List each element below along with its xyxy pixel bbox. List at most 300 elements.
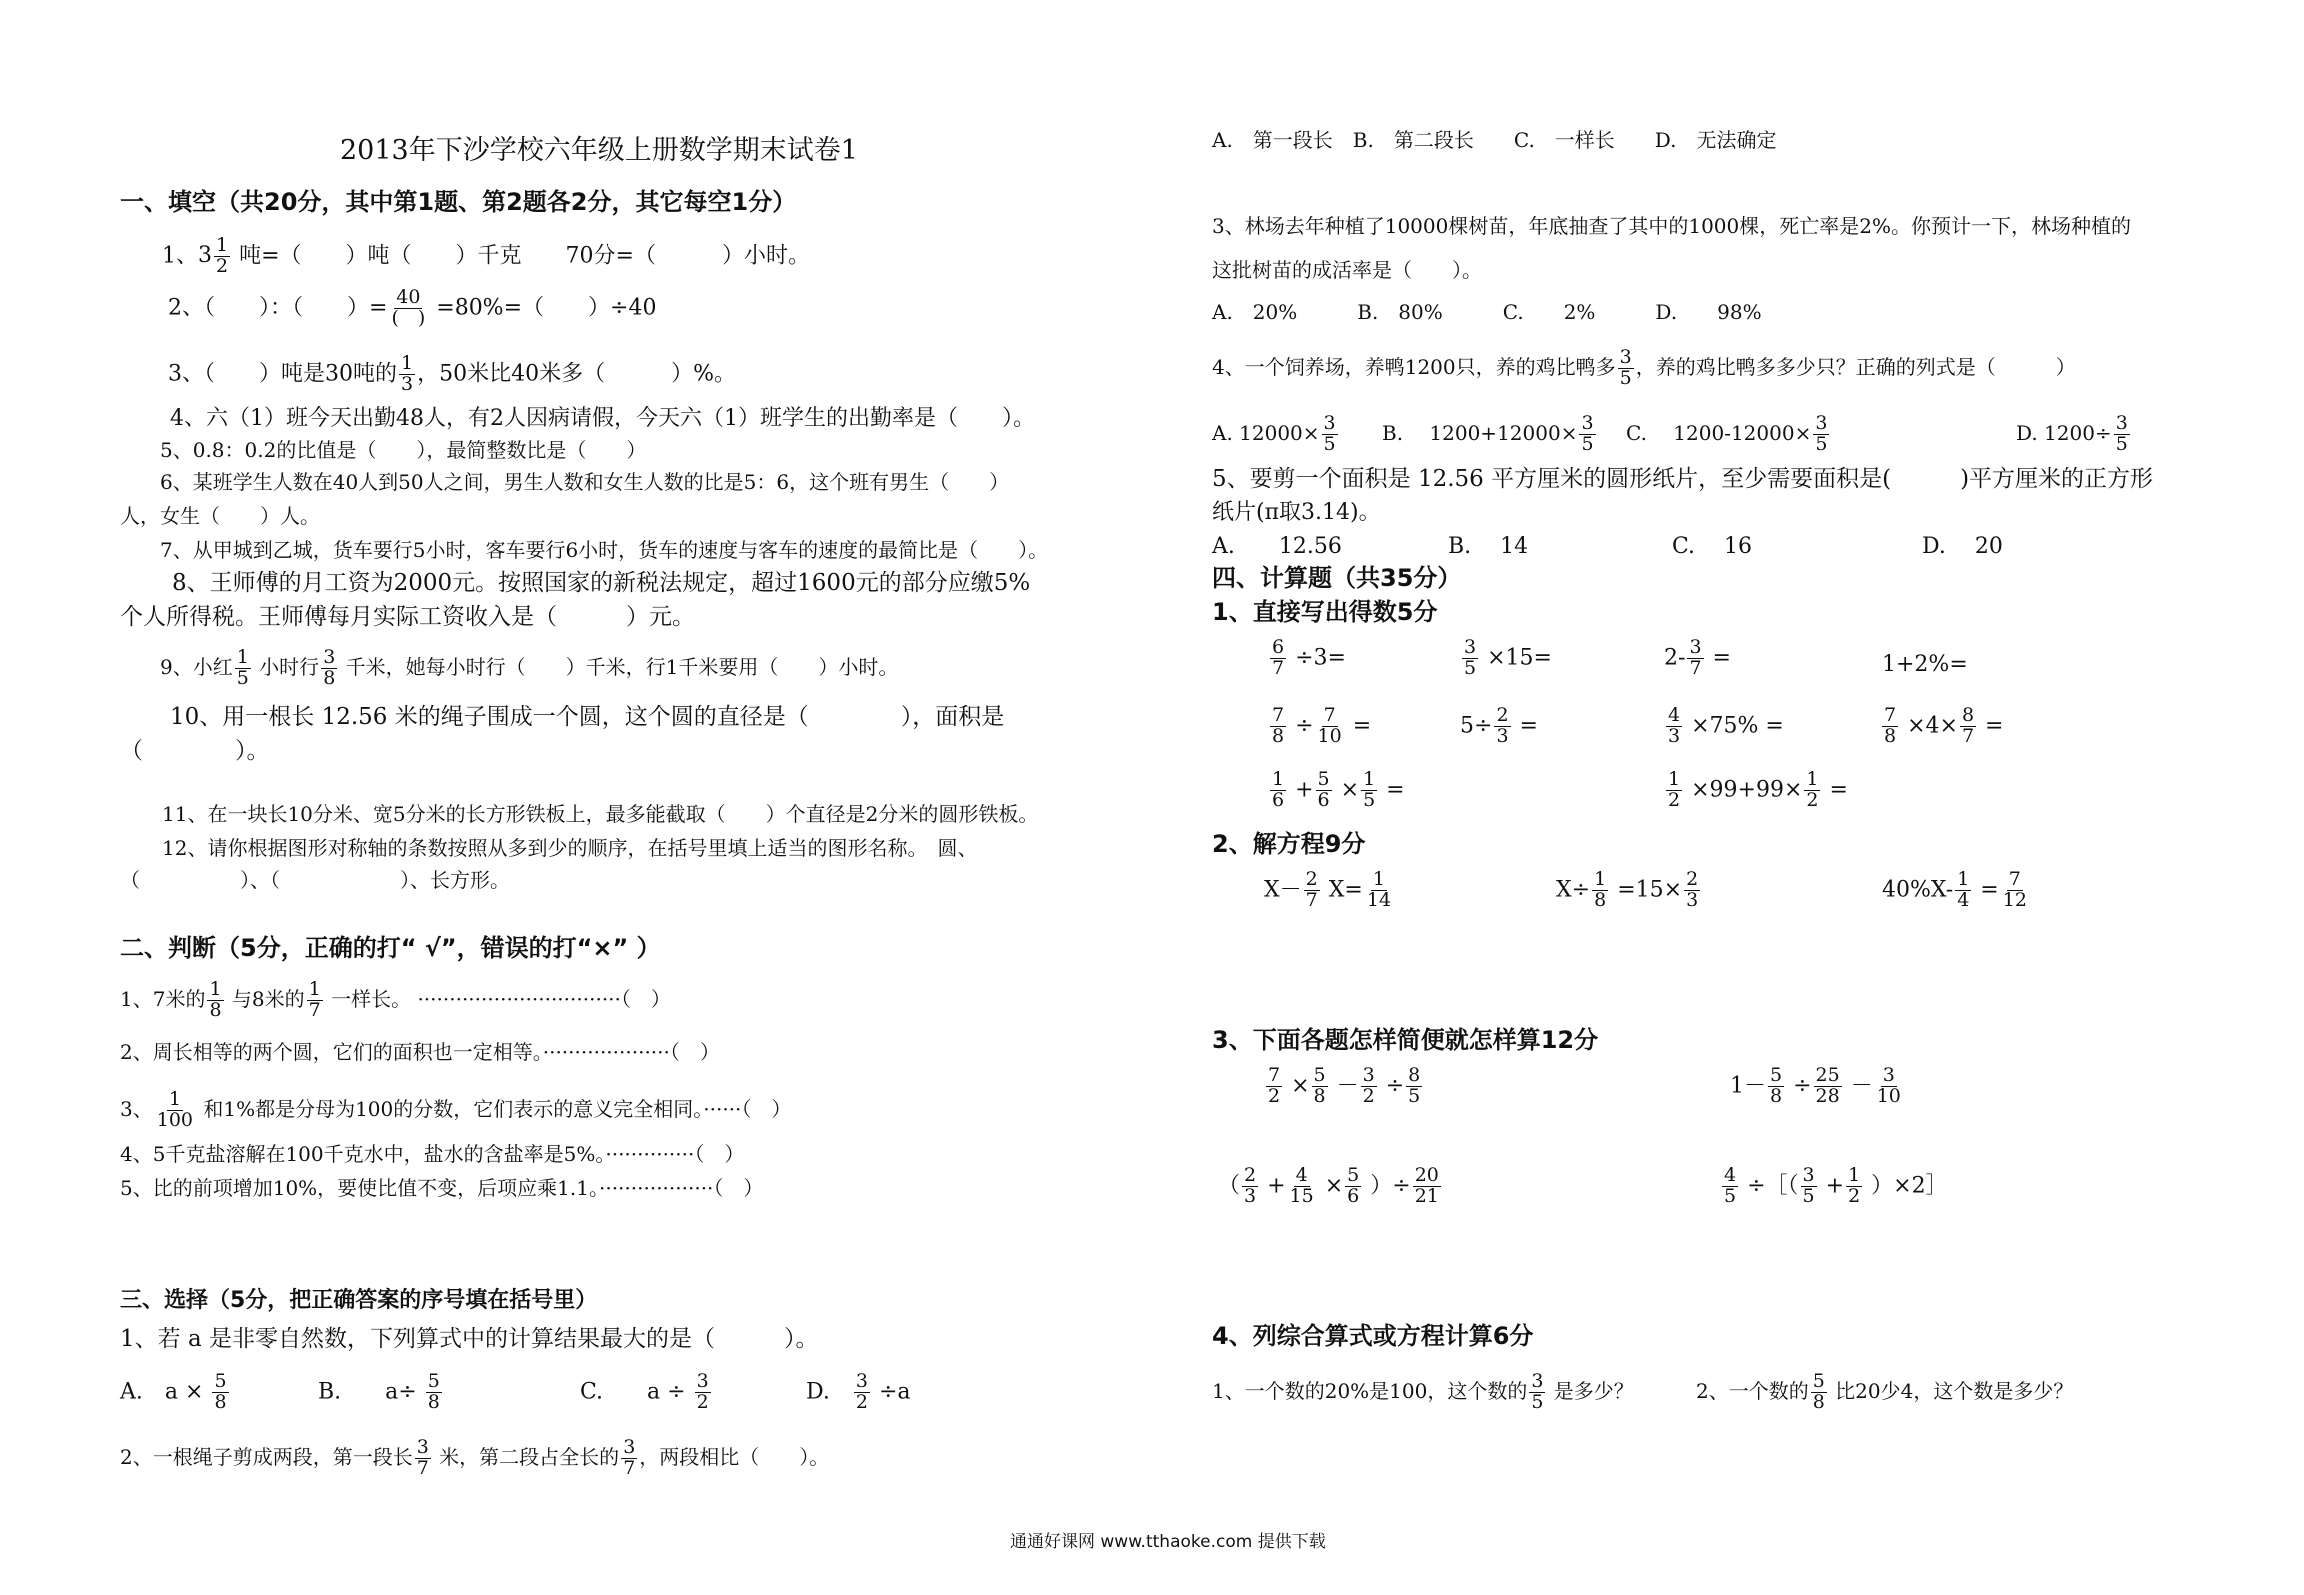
c4-b-fraction — [1579, 414, 1595, 455]
q9-fraction-1 — [235, 648, 251, 689]
e3-prefix: 2- — [1664, 645, 1686, 671]
k2-operator-2: － — [1843, 1073, 1873, 1099]
eq2-denominator-2: 3 — [1686, 888, 1699, 911]
k1-denominator-4: 5 — [1408, 1084, 1421, 1107]
j3-prefix: 3、 — [120, 1096, 153, 1121]
e10-fraction-2 — [1804, 770, 1820, 811]
e10-fraction-1 — [1666, 770, 1682, 811]
c4-denominator: 5 — [1619, 366, 1632, 389]
fill-question-8-line-2: 个人所得税。王师傅每月实际工资收入是（ ）元。 — [120, 604, 695, 630]
k4-numerator-2: 3 — [1802, 1164, 1815, 1186]
k4-fraction-2 — [1801, 1166, 1817, 1207]
k1-denominator-1: 2 — [1268, 1084, 1281, 1107]
page-footer: 通通好课网 www.tthaoke.com 提供下载 — [1010, 1532, 1326, 1552]
choice-5-option-a: A. 12.56 — [1212, 534, 1342, 559]
k1-operator-3: ÷ — [1378, 1073, 1405, 1099]
c1-d-denominator: 2 — [855, 1390, 868, 1413]
direct-calc-9 — [1268, 770, 1405, 811]
calc-2-heading: 2、解方程9分 — [1212, 830, 1366, 858]
eq3-denominator-2: 12 — [2002, 888, 2027, 911]
c4-b-denominator: 5 — [1581, 432, 1594, 455]
eq3-numerator-2: 7 — [2008, 868, 2021, 890]
w1-denominator: 5 — [1531, 1390, 1544, 1413]
fill-question-5: 5、0.8：0.2的比值是（ ），最简整数比是（ ） — [160, 438, 647, 462]
eq3-fraction-2 — [2001, 870, 2029, 911]
choice-question-2 — [120, 1438, 829, 1479]
e8-suffix: = — [1978, 713, 2004, 739]
w2-denominator: 8 — [1812, 1390, 1825, 1413]
k4-denominator-3: 2 — [1848, 1184, 1861, 1207]
k3-numerator-2: 4 — [1295, 1164, 1308, 1186]
e10-denominator-2: 2 — [1806, 788, 1819, 811]
c1-a-denominator: 8 — [214, 1390, 227, 1413]
e5-denominator-2: 10 — [1317, 724, 1342, 747]
e7-numerator: 4 — [1668, 704, 1681, 726]
q9-denominator-1: 5 — [236, 666, 249, 689]
k1-fraction-2 — [1312, 1066, 1328, 1107]
k4-numerator-1: 4 — [1724, 1164, 1737, 1186]
e10-middle: ×99+99× — [1684, 777, 1803, 803]
e9-denominator-2: 6 — [1317, 788, 1330, 811]
eq1-denominator-2: 14 — [1366, 888, 1392, 911]
e9-denominator-3: 5 — [1363, 788, 1376, 811]
choice-question-1: 1、若 a 是非零自然数，下列算式中的计算结果最大的是（ ）。 — [120, 1326, 819, 1352]
c4-a-numerator: 3 — [1323, 412, 1336, 434]
k1-operator-2: － — [1329, 1073, 1359, 1099]
eq2-fraction-2 — [1684, 870, 1700, 911]
w2-prefix: 2、一个数的 — [1696, 1378, 1809, 1403]
q2-prefix: 2、（ ）：（ ）= — [168, 295, 388, 321]
k2-operator-1: ÷ — [1786, 1073, 1812, 1099]
k2-numerator-3: 3 — [1882, 1064, 1895, 1086]
direct-calc-2 — [1460, 638, 1552, 679]
choice-2-options: A. 第一段长 B. 第二段长 C. 一样长 D. 无法确定 — [1212, 128, 1777, 152]
e7-suffix: ×75% = — [1684, 713, 1784, 739]
e9-numerator-3: 1 — [1363, 768, 1376, 790]
k1-numerator-4: 8 — [1408, 1064, 1421, 1086]
e1-suffix: ÷3= — [1288, 645, 1346, 671]
c2-numerator-2: 3 — [623, 1436, 636, 1458]
e1-numerator: 6 — [1272, 636, 1285, 658]
eq3-middle: = — [1973, 877, 1999, 903]
q3-denominator: 3 — [401, 372, 414, 395]
e2-numerator: 3 — [1464, 636, 1477, 658]
k2-denominator-2: 28 — [1815, 1084, 1840, 1107]
k2-fraction-1 — [1768, 1066, 1784, 1107]
direct-calc-8 — [1880, 706, 2003, 747]
k1-numerator-1: 7 — [1268, 1064, 1281, 1086]
j1-fraction-2 — [307, 980, 323, 1021]
c4-d-denominator: 5 — [2115, 432, 2128, 455]
k4-fraction-3 — [1846, 1166, 1862, 1207]
choice-4-option-b — [1382, 414, 1598, 455]
k3-fraction-3 — [1345, 1166, 1361, 1207]
k3-operator-1: + — [1260, 1173, 1286, 1199]
judge-question-3 — [120, 1090, 791, 1131]
c4-d-numerator: 3 — [2115, 412, 2128, 434]
e9-operator-2: × — [1333, 777, 1360, 803]
e9-operator-1: + — [1288, 777, 1314, 803]
c1-a-numerator: 5 — [214, 1370, 227, 1392]
judge-question-2: 2、周长相等的两个圆，它们的面积也一定相等。····················（ ） — [120, 1040, 720, 1064]
choice-5-option-c: C. 16 — [1672, 534, 1753, 559]
c4-d-fraction — [2114, 414, 2130, 455]
c2-numerator-1: 3 — [416, 1436, 429, 1458]
k3-numerator-4: 20 — [1414, 1164, 1439, 1186]
q9-suffix: 千米，她每小时行（ ）千米，行1千米要用（ ）小时。 — [339, 654, 899, 679]
direct-calc-5 — [1268, 706, 1371, 747]
e5-fraction-2 — [1316, 706, 1344, 747]
eq2-middle: =15× — [1610, 877, 1683, 903]
eq1-fraction-1 — [1304, 870, 1320, 911]
section-2-heading: 二、判断（5分，正确的打“ √”，错误的打“×” ） — [120, 934, 661, 962]
c1-a-label: A. a × — [120, 1379, 204, 1405]
k2-prefix: 1－ — [1730, 1073, 1766, 1099]
eq1-numerator-2: 1 — [1372, 868, 1385, 890]
fill-question-3 — [168, 354, 736, 395]
k3-denominator-2: 15 — [1289, 1184, 1314, 1207]
c4-c-label: C. 1200-12000× — [1626, 420, 1812, 445]
k3-denominator-3: 6 — [1347, 1184, 1360, 1207]
q1-whole: 3 — [198, 243, 212, 269]
e8-fraction-2 — [1960, 706, 1976, 747]
e2-fraction — [1462, 638, 1478, 679]
k3-operator-2: × — [1317, 1173, 1344, 1199]
choice-question-4 — [1212, 348, 2076, 389]
fill-question-4: 4、六（1）班今天出勤48人，有2人因病请假，今天六（1）班学生的出勤率是（ ）。 — [170, 406, 1035, 431]
c4-a-fraction — [1322, 414, 1338, 455]
c2-suffix: ，两段相比（ ）。 — [639, 1444, 830, 1469]
c1-c-fraction — [695, 1372, 711, 1413]
simplify-calc-4 — [1720, 1166, 1948, 1207]
eq2-denominator-1: 8 — [1594, 888, 1607, 911]
equation-3 — [1882, 870, 2031, 911]
w2-numerator: 5 — [1812, 1370, 1825, 1392]
e5-numerator-2: 7 — [1323, 704, 1336, 726]
c4-b-numerator: 3 — [1581, 412, 1594, 434]
e9-suffix: = — [1379, 777, 1405, 803]
j1-denominator-1: 8 — [209, 998, 222, 1021]
j3-fraction — [155, 1090, 195, 1131]
j1-fraction-1 — [207, 980, 223, 1021]
c2-denominator-1: 7 — [416, 1456, 429, 1479]
e10-denominator-1: 2 — [1668, 788, 1681, 811]
c2-fraction-1 — [415, 1438, 431, 1479]
j1-prefix: 1、7米的 — [120, 986, 206, 1011]
k3-denominator-1: 3 — [1244, 1184, 1257, 1207]
judge-question-4: 4、5千克盐溶解在100千克水中，盐水的含盐率是5%。··············（ ） — [120, 1142, 745, 1166]
page-title: 2013年下沙学校六年级上册数学期末试卷1 — [340, 135, 858, 166]
q3-prefix: 3、（ ）吨是30吨的 — [168, 361, 397, 387]
e6-numerator: 2 — [1496, 704, 1509, 726]
e6-suffix: = — [1512, 713, 1538, 739]
choice-3-options: A. 20% B. 80% C. 2% D. 98% — [1212, 300, 1762, 324]
k2-fraction-2 — [1814, 1066, 1842, 1107]
fill-question-2 — [168, 288, 656, 329]
c4-c-fraction — [1813, 414, 1829, 455]
c2-prefix: 2、一根绳子剪成两段，第一段长 — [120, 1444, 413, 1469]
k2-fraction-3 — [1875, 1066, 1903, 1107]
j3-denominator: 100 — [156, 1108, 193, 1131]
c1-d-fraction — [854, 1372, 870, 1413]
k4-suffix: ）×2］ — [1864, 1173, 1948, 1199]
e3-fraction — [1687, 638, 1703, 679]
e7-fraction — [1666, 706, 1682, 747]
k1-numerator-2: 5 — [1313, 1064, 1326, 1086]
e8-denominator-1: 8 — [1884, 724, 1897, 747]
e9-fraction-3 — [1361, 770, 1377, 811]
q1-mixed-number — [198, 236, 232, 277]
fill-question-8-line-1: 8、王师傅的月工资为2000元。按照国家的新税法规定，超过1600元的部分应缴5% — [172, 570, 1031, 596]
q9-prefix: 9、小红 — [160, 654, 233, 679]
q2-suffix: =80%=（ ）÷40 — [429, 295, 657, 321]
c2-fraction-2 — [621, 1438, 637, 1479]
e5-numerator-1: 7 — [1272, 704, 1285, 726]
k2-denominator-3: 10 — [1876, 1084, 1901, 1107]
q9-numerator-1: 1 — [236, 646, 249, 668]
calc-4-heading: 4、列综合算式或方程计算6分 — [1212, 1322, 1534, 1350]
fill-question-12-line-2: （ ）、（ ）、长方形。 — [120, 868, 510, 892]
k4-operator-1: ÷［（ — [1740, 1173, 1799, 1199]
k1-denominator-2: 8 — [1313, 1084, 1326, 1107]
q1-suffix: 吨=（ ）吨（ ）千克 70分=（ ）小时。 — [232, 243, 810, 269]
j1-middle: 与8米的 — [225, 986, 305, 1011]
direct-calc-4: 1+2%= — [1882, 652, 1968, 677]
choice-5-option-d: D. 20 — [1922, 534, 2003, 559]
q2-numerator: 40 — [396, 286, 421, 308]
w1-numerator: 3 — [1531, 1370, 1544, 1392]
j1-denominator-2: 7 — [308, 998, 321, 1021]
j1-numerator-2: 1 — [308, 978, 321, 1000]
direct-calc-3 — [1664, 638, 1731, 679]
section-3-heading: 三、选择（5分，把正确答案的序号填在括号里） — [120, 1288, 598, 1313]
e8-numerator-1: 7 — [1884, 704, 1897, 726]
fill-question-7: 7、从甲城到乙城，货车要行5小时，客车要行6小时，货车的速度与客车的速度的最简比是（ ）。 — [160, 538, 1049, 562]
w1-prefix: 1、一个数的20%是100，这个数的 — [1212, 1378, 1528, 1403]
c4-fraction — [1618, 348, 1634, 389]
k3-denominator-4: 21 — [1414, 1184, 1439, 1207]
eq1-prefix: X－ — [1264, 877, 1302, 903]
c2-middle: 米，第二段占全长的 — [432, 1444, 620, 1469]
c4-c-denominator: 5 — [1815, 432, 1828, 455]
fill-question-10-line-2: （ ）。 — [120, 738, 270, 764]
j1-numerator-1: 1 — [209, 978, 222, 1000]
fill-question-6-line-1: 6、某班学生人数在40人到50人之间，男生人数和女生人数的比是5：6，这个班有男生（ ） — [160, 470, 1010, 494]
simplify-calc-2 — [1730, 1066, 1905, 1107]
section-1-heading: 一、填空（共20分，其中第1题、第2题各2分，其它每空1分） — [120, 188, 797, 216]
c4-b-label: B. 1200+12000× — [1382, 420, 1578, 445]
e1-fraction — [1270, 638, 1286, 679]
e9-denominator-1: 6 — [1272, 788, 1285, 811]
q9-denominator-2: 8 — [323, 666, 336, 689]
e3-suffix: = — [1705, 645, 1731, 671]
k3-numerator-3: 5 — [1347, 1164, 1360, 1186]
choice-4-option-c — [1626, 414, 1831, 455]
w2-suffix: 比20少4，这个数是多少？ — [1828, 1378, 2074, 1403]
simplify-calc-3 — [1218, 1166, 1443, 1207]
q2-denominator: ( ) — [391, 306, 426, 329]
w2-fraction — [1811, 1372, 1827, 1413]
k4-fraction-1 — [1722, 1166, 1738, 1207]
c4-prefix: 4、一个饲养场，养鸭1200只，养的鸡比鸭多 — [1212, 354, 1616, 379]
k4-operator-2: + — [1818, 1173, 1845, 1199]
q3-fraction — [399, 354, 415, 395]
judge-question-1 — [120, 980, 671, 1021]
direct-calc-10 — [1664, 770, 1848, 811]
e5-middle: ÷ — [1288, 713, 1314, 739]
direct-calc-7 — [1664, 706, 1784, 747]
c4-suffix: ，养的鸡比鸭多多少只？正确的列式是（ ） — [1635, 354, 2076, 379]
c1-a-fraction — [212, 1372, 228, 1413]
choice-1-option-d — [806, 1372, 911, 1413]
c4-d-label: D. 1200÷ — [2016, 420, 2112, 445]
e8-fraction-1 — [1882, 706, 1898, 747]
k3-fraction-1 — [1242, 1166, 1258, 1207]
e2-suffix: ×15= — [1480, 645, 1552, 671]
fill-question-10-line-1: 10、用一根长 12.56 米的绳子围成一个圆，这个圆的直径是（ ），面积是 — [170, 704, 1005, 730]
choice-1-option-c — [580, 1372, 713, 1413]
simplify-calc-1 — [1264, 1066, 1424, 1107]
choice-4-option-a — [1212, 414, 1340, 455]
direct-calc-1 — [1268, 638, 1346, 679]
e1-denominator: 7 — [1272, 656, 1285, 679]
c1-b-numerator: 5 — [427, 1370, 440, 1392]
e8-denominator-2: 7 — [1961, 724, 1975, 747]
choice-question-5-line-2: 纸片(π取3.14)。 — [1212, 500, 1381, 525]
k3-operator-3: ）÷ — [1363, 1173, 1411, 1199]
j3-numerator: 1 — [168, 1088, 181, 1110]
choice-1-option-b — [318, 1372, 444, 1413]
j3-suffix: 和1%都是分母为100的分数，它们表示的意义完全相同。······（ ） — [197, 1096, 792, 1121]
k3-prefix: （ — [1218, 1173, 1241, 1199]
fill-question-9 — [160, 648, 898, 689]
w1-fraction — [1529, 1372, 1545, 1413]
eq3-fraction-1 — [1955, 870, 1971, 911]
q9-fraction-2 — [321, 648, 337, 689]
c1-c-denominator: 2 — [696, 1390, 709, 1413]
c1-b-fraction — [426, 1372, 442, 1413]
eq2-numerator-1: 1 — [1594, 868, 1607, 890]
c1-d-suffix: ÷a — [871, 1379, 911, 1405]
q1-prefix: 1、 — [162, 243, 198, 269]
c4-a-denominator: 5 — [1323, 432, 1336, 455]
section-4-heading: 四、计算题（共35分） — [1212, 564, 1462, 592]
e6-denominator: 3 — [1496, 724, 1509, 747]
e10-numerator-1: 1 — [1668, 768, 1681, 790]
calc-1-heading: 1、直接写出得数5分 — [1212, 598, 1438, 626]
e10-suffix: = — [1822, 777, 1848, 803]
choice-question-5-line-1: 5、要剪一个面积是 12.56 平方厘米的圆形纸片，至少需要面积是( )平方厘米的正方形 — [1212, 466, 2154, 492]
direct-calc-6 — [1460, 706, 1538, 747]
e3-denominator: 7 — [1689, 656, 1702, 679]
c1-b-label: B. a÷ — [318, 1379, 417, 1405]
e5-fraction-1 — [1270, 706, 1286, 747]
choice-question-3-line-1: 3、林场去年种植了10000棵树苗，年底抽查了其中的1000棵，死亡率是2%。你预计一下，林场种植的 — [1212, 214, 2131, 238]
k2-numerator-2: 25 — [1815, 1064, 1840, 1086]
q9-middle: 小时行 — [252, 654, 320, 679]
eq2-prefix: X÷ — [1556, 877, 1591, 903]
choice-1-option-a — [120, 1372, 231, 1413]
q2-fraction — [389, 288, 427, 329]
eq3-denominator-1: 4 — [1957, 888, 1970, 911]
equation-2 — [1556, 870, 1702, 911]
judge-question-5: 5、比的前项增加10%，要使比值不变，后项应乘1.1。··················（ ） — [120, 1176, 764, 1200]
word-problem-1 — [1212, 1372, 1634, 1413]
w1-suffix: 是多少？ — [1547, 1378, 1634, 1403]
choice-question-3-line-2: 这批树苗的成活率是（ ）。 — [1212, 258, 1482, 282]
k2-denominator-1: 8 — [1770, 1084, 1783, 1107]
e7-denominator: 3 — [1668, 724, 1681, 747]
e5-suffix: = — [1345, 713, 1372, 739]
e6-prefix: 5÷ — [1460, 713, 1493, 739]
equation-1 — [1264, 870, 1395, 911]
fill-question-6-line-2: 人，女生（ ）人。 — [120, 504, 320, 528]
k3-fraction-4 — [1413, 1166, 1441, 1207]
eq2-fraction-1 — [1592, 870, 1608, 911]
e9-fraction-1 — [1270, 770, 1286, 811]
k1-fraction-3 — [1361, 1066, 1377, 1107]
k4-numerator-3: 1 — [1848, 1164, 1861, 1186]
j1-suffix: 一样长。 ································（ ） — [324, 986, 671, 1011]
choice-5-option-b: B. 14 — [1448, 534, 1529, 559]
k1-denominator-3: 2 — [1362, 1084, 1375, 1107]
e3-numerator: 3 — [1689, 636, 1702, 658]
q3-numerator: 1 — [401, 352, 414, 374]
word-problem-2 — [1696, 1372, 2073, 1413]
e5-denominator-1: 8 — [1272, 724, 1285, 747]
k4-denominator-2: 5 — [1802, 1184, 1815, 1207]
e2-denominator: 5 — [1464, 656, 1477, 679]
c4-a-label: A. 12000× — [1212, 420, 1320, 445]
fill-question-1 — [162, 236, 810, 277]
k1-fraction-1 — [1266, 1066, 1282, 1107]
e6-fraction — [1494, 706, 1510, 747]
e10-numerator-2: 1 — [1806, 768, 1819, 790]
eq1-denominator-1: 7 — [1305, 888, 1318, 911]
c1-d-numerator: 3 — [855, 1370, 868, 1392]
k1-operator-1: × — [1284, 1073, 1310, 1099]
choice-4-option-d — [2016, 414, 2132, 455]
k4-denominator-1: 5 — [1724, 1184, 1737, 1207]
e9-numerator-2: 5 — [1317, 768, 1330, 790]
eq1-numerator-1: 2 — [1305, 868, 1318, 890]
calc-3-heading: 3、下面各题怎样简便就怎样算12分 — [1212, 1026, 1599, 1054]
e9-numerator-1: 1 — [1272, 768, 1285, 790]
k3-fraction-2 — [1288, 1166, 1316, 1207]
c4-c-numerator: 3 — [1815, 412, 1828, 434]
c4-numerator: 3 — [1619, 346, 1632, 368]
q3-suffix: ，50米比40米多（ ）%。 — [417, 361, 736, 387]
k1-fraction-4 — [1406, 1066, 1422, 1107]
q9-numerator-2: 3 — [323, 646, 336, 668]
fill-question-12-line-1: 12、请你根据图形对称轴的条数按照从多到少的顺序，在括号里填上适当的图形名称。 圆、 — [162, 836, 978, 860]
fill-question-11: 11、在一块长10分米、宽5分米的长方形铁板上，最多能截取（ ）个直径是2分米的圆形铁板。 — [162, 802, 1039, 826]
q1-denominator: 2 — [216, 254, 229, 277]
eq1-fraction-2 — [1365, 870, 1393, 911]
eq3-prefix: 40%X- — [1882, 877, 1954, 903]
c1-c-label: C. a ÷ — [580, 1379, 686, 1405]
q1-fraction — [214, 236, 230, 277]
k3-numerator-1: 2 — [1244, 1164, 1257, 1186]
c1-c-numerator: 3 — [696, 1370, 709, 1392]
eq2-numerator-2: 2 — [1686, 868, 1699, 890]
e8-numerator-2: 8 — [1961, 704, 1975, 726]
eq1-middle: X= — [1321, 877, 1363, 903]
q1-numerator: 1 — [216, 234, 229, 256]
c1-d-label: D. — [806, 1379, 830, 1405]
c2-denominator-2: 7 — [623, 1456, 636, 1479]
eq3-numerator-1: 1 — [1957, 868, 1970, 890]
